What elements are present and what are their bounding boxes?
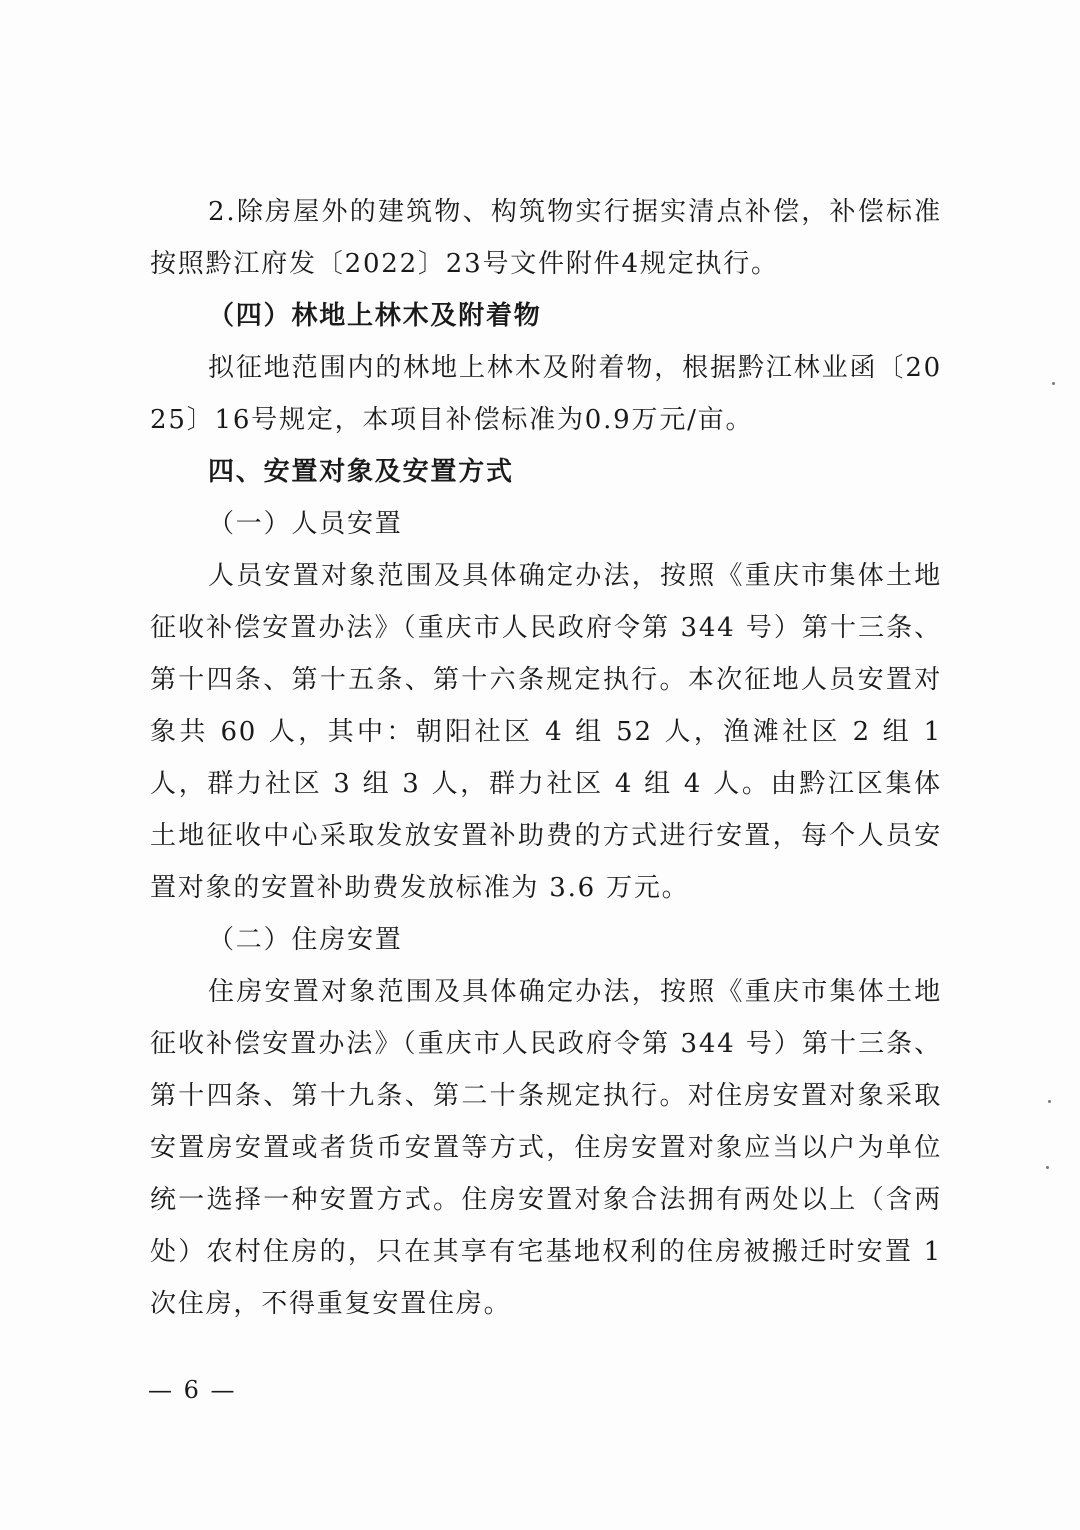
scan-speck (1048, 1100, 1051, 1103)
paragraph-forest-compensation: 拟征地范围内的林地上林木及附着物，根据黔江林业函〔2025〕16号规定，本项目补偿标准为0.9万元/亩。 (150, 353, 942, 435)
subsection-heading-housing: （二）住房安置 (208, 925, 403, 955)
scan-speck (1046, 1166, 1049, 1169)
paragraph-buildings-compensation: 2.除房屋外的建筑物、构筑物实行据实清点补偿，补偿标准按照黔江府发〔2022〕23号文件附件4规定执行。 (150, 197, 942, 279)
subsection-heading-personnel: （一）人员安置 (208, 509, 403, 539)
scan-speck (1052, 382, 1055, 385)
paragraph-personnel-resettlement: 人员安置对象范围及具体确定办法，按照《重庆市集体土地征收补偿安置办法》（重庆市人民政府令第 344 号）第十三条、第十四条、第十五条、第十六条规定执行。本次征地人员安置对象共 60 人，其中：朝阳社区 4 组 52 人，渔滩社区 2 组 1 人，群力社区 3 组 3 人，群力社区 4 组 4 人。由黔江区集体土地征收中心采取发放安置补助费的方式进行安置，每个人员安置对象的安置补助费发放标准为 3.6 万元。 (150, 561, 942, 903)
paragraph-housing-resettlement: 住房安置对象范围及具体确定办法，按照《重庆市集体土地征收补偿安置办法》（重庆市人民政府令第 344 号）第十三条、第十四条、第十九条、第二十条规定执行。对住房安置对象采取安置房安置或者货币安置等方式，住房安置对象应当以户为单位统一选择一种安置方式。住房安置对象合法拥有两处以上（含两处）农村住房的，只在其享有宅基地权利的住房被搬迁时安置 1 次住房，不得重复安置住房。 (150, 977, 942, 1319)
document-body (150, 186, 942, 1330)
page-number: — 6 — (148, 1376, 237, 1404)
section-heading-forest-land: （四）林地上林木及附着物 (208, 301, 542, 331)
section-heading-resettlement: 四、安置对象及安置方式 (208, 457, 514, 487)
